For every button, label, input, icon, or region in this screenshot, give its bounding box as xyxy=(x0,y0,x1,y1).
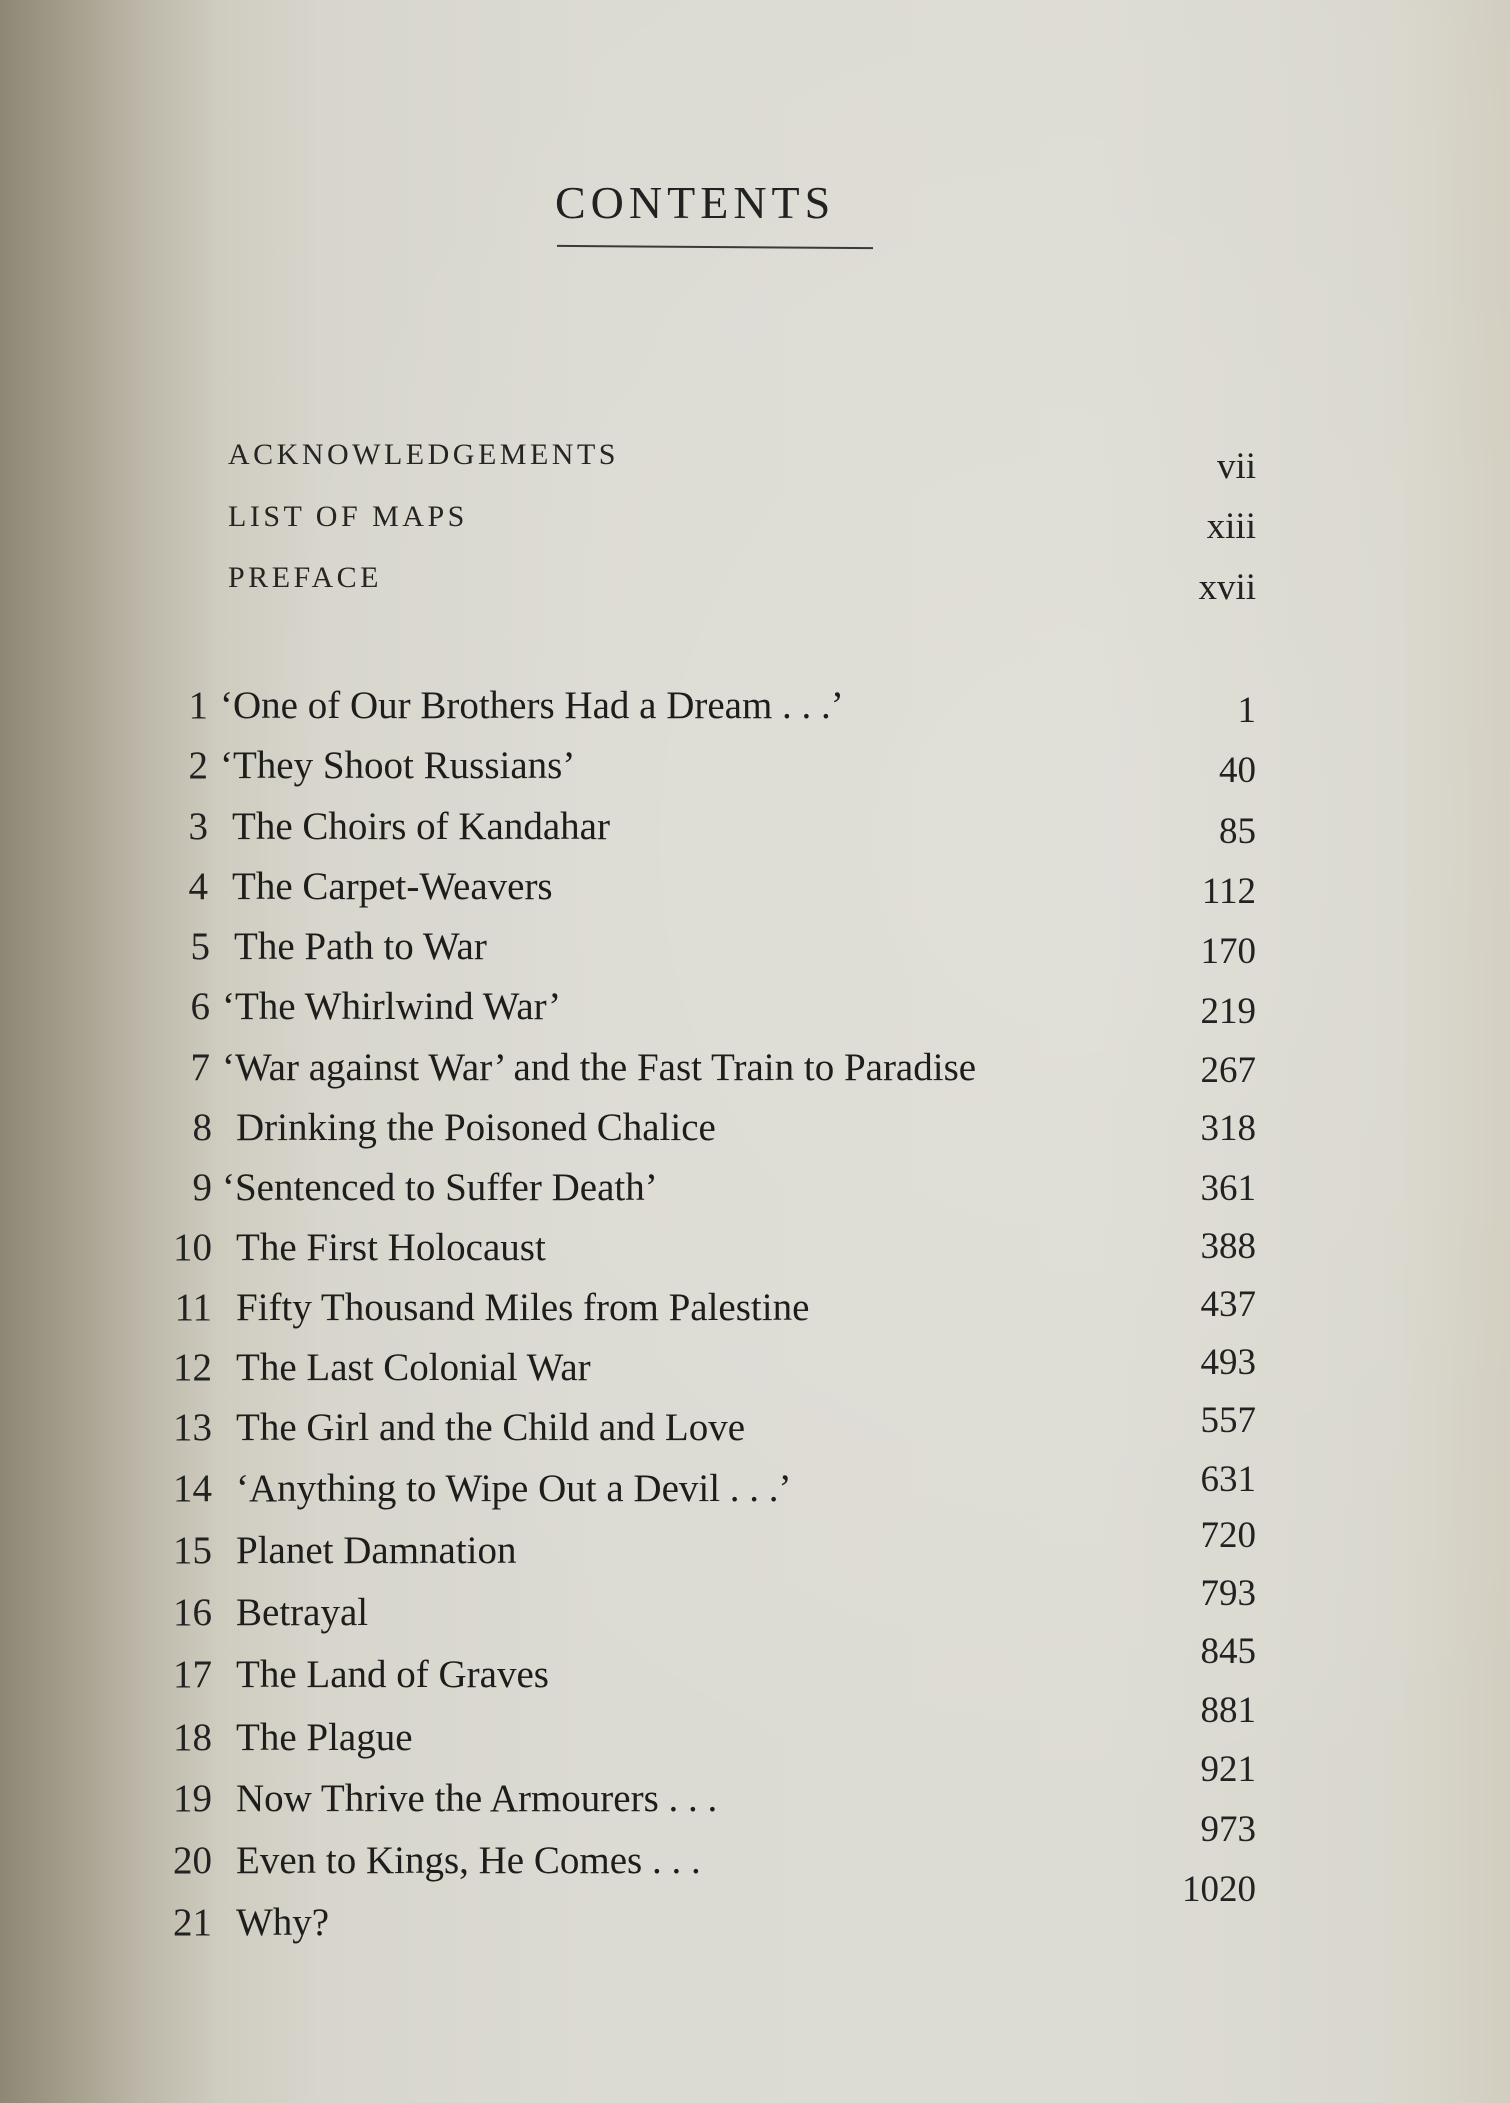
chapter-title: Even to Kings, He Comes . . . xyxy=(236,1839,701,1882)
chapter-entry xyxy=(0,1400,1510,1455)
chapter-page: 881 xyxy=(1200,1690,1256,1731)
chapter-number: 10 xyxy=(173,1226,212,1269)
front-matter-preface: PREFACE xyxy=(228,561,382,594)
chapter-page: 388 xyxy=(1200,1226,1256,1267)
chapter-page: 112 xyxy=(1201,871,1256,912)
chapter-entry xyxy=(0,1573,1510,1640)
chapter-title: Now Thrive the Armourers . . . xyxy=(236,1777,718,1820)
chapter-entry xyxy=(0,1869,1510,1950)
chapter-page: 170 xyxy=(1200,931,1256,972)
chapter-entry xyxy=(0,683,1510,733)
chapter-page: 85 xyxy=(1219,811,1256,852)
chapter-title: The Path to War xyxy=(234,925,487,968)
chapter-page: 40 xyxy=(1219,750,1256,791)
chapter-title: ‘The Whirlwind War’ xyxy=(222,985,562,1028)
chapter-number: 15 xyxy=(173,1529,212,1572)
chapter-page: 437 xyxy=(1200,1284,1256,1325)
chapter-number: 12 xyxy=(173,1346,212,1389)
chapter-title: ‘They Shoot Russians’ xyxy=(220,744,576,787)
front-matter-page: xiii xyxy=(1206,506,1256,547)
chapter-entry xyxy=(0,1749,1510,1826)
chapter-number: 14 xyxy=(173,1467,212,1510)
chapter-title: ‘Sentenced to Suffer Death’ xyxy=(222,1166,658,1209)
chapter-page: 557 xyxy=(1200,1400,1256,1441)
chapter-number: 16 xyxy=(173,1591,212,1634)
chapter-entry xyxy=(0,804,1510,854)
chapter-number: 9 xyxy=(192,1166,212,1209)
chapter-entry xyxy=(0,1045,1510,1095)
chapter-page: 1 xyxy=(1237,690,1256,731)
front-matter-page: vii xyxy=(1216,446,1256,487)
chapter-page: 720 xyxy=(1200,1515,1256,1556)
chapter-page: 493 xyxy=(1200,1342,1256,1383)
chapter-title: The Plague xyxy=(236,1716,413,1759)
chapter-number: 7 xyxy=(190,1046,210,1089)
chapter-title: Drinking the Poisoned Chalice xyxy=(236,1106,716,1149)
chapter-page: 219 xyxy=(1200,991,1256,1032)
chapter-number: 5 xyxy=(190,925,210,968)
chapter-title: Betrayal xyxy=(236,1591,369,1634)
chapter-number: 17 xyxy=(173,1653,212,1696)
chapter-number: 11 xyxy=(174,1286,212,1329)
chapter-title: The Choirs of Kandahar xyxy=(232,805,610,848)
chapter-entry xyxy=(0,1285,1510,1335)
chapter-page: 973 xyxy=(1200,1809,1256,1850)
chapter-number: 8 xyxy=(192,1106,212,1149)
chapter-number: 13 xyxy=(173,1406,212,1449)
chapter-number: 4 xyxy=(188,865,208,908)
chapter-entry xyxy=(0,864,1510,914)
title-underline xyxy=(557,245,873,249)
chapter-title: ‘War against War’ and the Fast Train to Paradise xyxy=(222,1046,977,1089)
front-matter-acknowledgements: ACKNOWLEDGEMENTS xyxy=(228,438,619,471)
chapter-entry xyxy=(0,1105,1510,1155)
chapter-number: 1 xyxy=(188,684,208,727)
chapter-number: 21 xyxy=(173,1901,212,1944)
chapter-page: 318 xyxy=(1200,1108,1256,1149)
front-matter-list-of-maps: LIST OF MAPS xyxy=(228,500,468,533)
chapter-entry xyxy=(0,1342,1510,1395)
chapter-entry xyxy=(0,1809,1510,1888)
chapter-entry xyxy=(0,1225,1510,1275)
chapter-number: 3 xyxy=(188,805,208,848)
chapter-number: 6 xyxy=(190,985,210,1028)
chapter-entry xyxy=(0,743,1510,793)
chapter-title: The First Holocaust xyxy=(236,1226,546,1269)
chapter-page: 267 xyxy=(1200,1050,1256,1091)
chapter-title: The Carpet-Weavers xyxy=(232,865,553,908)
chapter-page: 1020 xyxy=(1182,1869,1256,1910)
chapter-entry xyxy=(0,924,1510,974)
chapter-title: The Land of Graves xyxy=(236,1653,549,1696)
chapter-number: 2 xyxy=(188,744,208,787)
chapter-page: 631 xyxy=(1200,1459,1256,1500)
chapter-page: 921 xyxy=(1200,1749,1256,1790)
chapter-title: ‘One of Our Brothers Had a Dream . . .’ xyxy=(220,684,844,727)
chapter-entry xyxy=(0,1690,1510,1765)
chapter-title: The Girl and the Child and Love xyxy=(236,1406,746,1449)
chapter-page: 845 xyxy=(1200,1631,1256,1672)
chapter-entry xyxy=(0,1459,1510,1516)
chapter-entry xyxy=(0,1631,1510,1702)
chapter-entry xyxy=(0,984,1510,1034)
chapter-number: 18 xyxy=(173,1716,212,1759)
chapter-page: 793 xyxy=(1200,1573,1256,1614)
chapter-title: Fifty Thousand Miles from Palestine xyxy=(236,1286,810,1329)
chapter-number: 20 xyxy=(173,1839,212,1882)
chapter-number: 19 xyxy=(173,1777,212,1820)
chapter-entry xyxy=(0,1515,1510,1578)
chapter-title: ‘Anything to Wipe Out a Devil . . .’ xyxy=(236,1467,792,1510)
page-title: CONTENTS xyxy=(555,177,836,228)
chapter-entry xyxy=(0,1165,1510,1215)
chapter-title: The Last Colonial War xyxy=(236,1346,591,1389)
front-matter-page: xvii xyxy=(1198,567,1256,608)
chapter-title: Why? xyxy=(236,1901,330,1944)
chapter-title: Planet Damnation xyxy=(236,1529,517,1572)
chapter-page: 361 xyxy=(1200,1168,1256,1209)
